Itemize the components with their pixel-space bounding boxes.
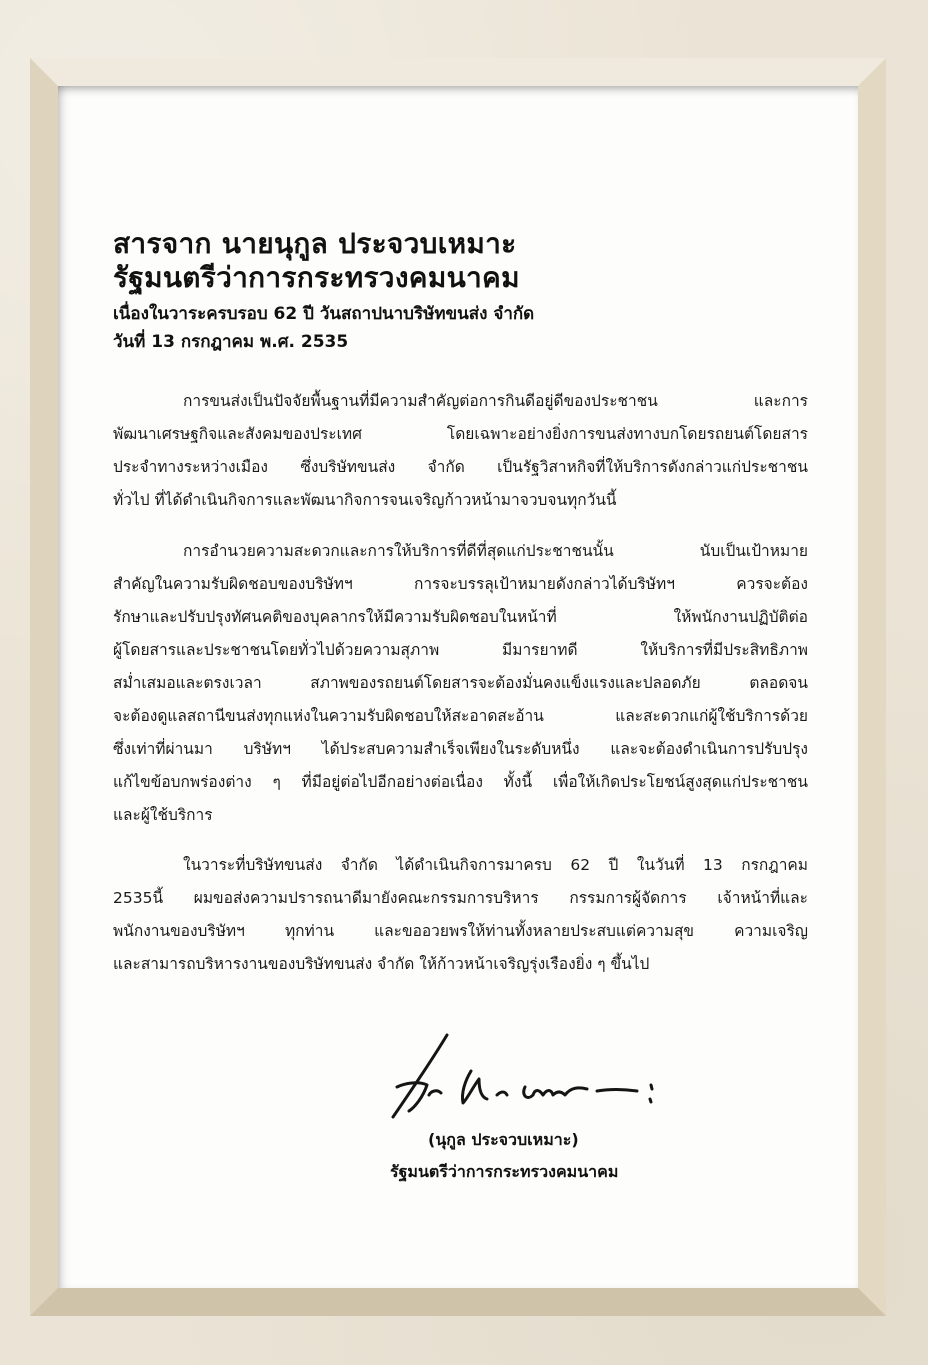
letter-title-line1: สารจาก นายนุกูล ประจวบเหมาะ [113, 227, 517, 260]
occasion-line: เนื่องในวาระครบรอบ 62 ปี วันสถาปนาบริษัทขนส่ง จำกัด [113, 304, 535, 324]
paragraph-line: ผู้โดยสารและประชาชนโดยทั่วไปด้วยความสุภาพ มีมารยาทดี ให้บริการที่มีประสิทธิภาพ [113, 641, 808, 659]
paragraph-line: ประจำทางระหว่างเมือง ซึ่งบริษัทขนส่ง จำกัด เป็นรัฐวิสาหกิจที่ให้บริการดังกล่าวแก่ประชาชน [113, 458, 808, 476]
letter-title-line2: รัฐมนตรีว่าการกระทรวงคมนาคม [113, 261, 520, 294]
paragraph-line: พนักงานของบริษัทฯ ทุกท่าน และขออวยพรให้ท่านทั้งหลายประสบแต่ความสุข ความเจริญ [113, 922, 808, 940]
paragraph-line: ในวาระที่บริษัทขนส่ง จำกัด ได้ดำเนินกิจการมาครบ 62 ปี ในวันที่ 13 กรกฎาคม [183, 856, 808, 874]
paragraph-3 [113, 849, 808, 981]
paragraph-line: พัฒนาเศรษฐกิจและสังคมของประเทศ โดยเฉพาะอย่างยิ่งการขนส่งทางบกโดยรถยนต์โดยสาร [113, 425, 808, 443]
paragraph-line: 2535นี้ ผมขอส่งความปรารถนาดีมายังคณะกรรมการบริหาร กรรมการผู้จัดการ เจ้าหน้าที่และ [113, 889, 808, 907]
signatory-position: รัฐมนตรีว่าการกระทรวงคมนาคม [390, 1162, 619, 1181]
paragraph-line: และสามารถบริหารงานของบริษัทขนส่ง จำกัด ให้ก้าวหน้าเจริญรุ่งเรืองยิ่ง ๆ ขึ้นไป [113, 955, 650, 973]
handwritten-signature [375, 1025, 675, 1125]
paragraph-line: จะต้องดูแลสถานีขนส่งทุกแห่งในความรับผิดชอบให้สะอาดสะอ้าน และสะดวกแก่ผู้ใช้บริการด้วย [113, 707, 808, 725]
paragraph-line: แก้ไขข้อบกพร่องต่าง ๆ ที่มีอยู่ต่อไปอีกอย่างต่อเนื่อง ทั้งนี้ เพื่อให้เกิดประโยชน์สูงสุดแก่ประชาชน [113, 773, 808, 791]
signatory-name: (นุกูล ประจวบเหมาะ) [428, 1130, 579, 1149]
paragraph-line: ซึ่งเท่าที่ผ่านมา บริษัทฯ ได้ประสบความสำเร็จเพียงในระดับหนึ่ง และจะต้องดำเนินการปรับปรุง [113, 740, 808, 758]
date-line: วันที่ 13 กรกฎาคม พ.ศ. 2535 [113, 332, 349, 352]
paragraph-line: การอำนวยความสะดวกและการให้บริการที่ดีที่สุดแก่ประชาชนนั้น นับเป็นเป้าหมาย [183, 542, 808, 560]
paragraph-2 [113, 535, 808, 832]
paragraph-1 [113, 385, 808, 517]
paragraph-line: รักษาและปรับปรุงทัศนคติของบุคลากรให้มีความรับผิดชอบในหน้าที่ ให้พนักงานปฏิบัติต่อ [113, 608, 808, 626]
paragraph-line: สม่ำเสมอและตรงเวลา สภาพของรถยนต์โดยสารจะต้องมั่นคงแข็งแรงและปลอดภัย ตลอดจน [113, 674, 808, 692]
paragraph-line: สำคัญในความรับผิดชอบของบริษัทฯ การจะบรรลุเป้าหมายดังกล่าวได้บริษัทฯ ควรจะต้อง [113, 575, 808, 593]
paragraph-line: ทั่วไป ที่ได้ดำเนินกิจการและพัฒนากิจการจนเจริญก้าวหน้ามาจวบจนทุกวันนี้ [113, 491, 617, 509]
paragraph-line: การขนส่งเป็นปัจจัยพื้นฐานที่มีความสำคัญต่อการกินดีอยู่ดีของประชาชน และการ [183, 392, 808, 410]
paragraph-line: และผู้ใช้บริการ [113, 806, 213, 824]
